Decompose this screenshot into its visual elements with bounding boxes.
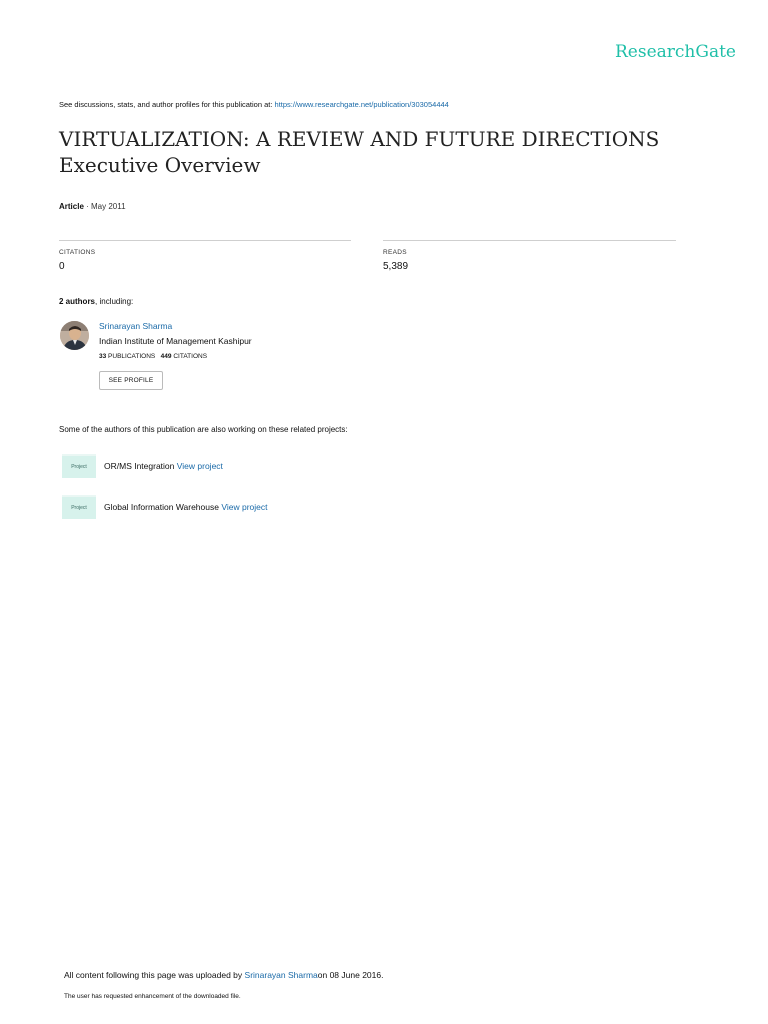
avatar[interactable] [60, 321, 89, 350]
discussion-notice-text: See discussions, stats, and author profiles for this publication at: [59, 100, 273, 109]
see-profile-button[interactable]: SEE PROFILE [99, 371, 163, 390]
related-projects-heading: Some of the authors of this publication are also working on these related projects: [59, 425, 348, 434]
author-citations-count: 449 [160, 353, 172, 360]
researchgate-logo[interactable]: ResearchGate [615, 42, 736, 62]
reads-label: READS [383, 249, 407, 256]
enhancement-note: The user has requested enhancement of the downloaded file. [64, 993, 241, 1000]
reads-value: 5,389 [383, 261, 409, 272]
author-stats [99, 353, 207, 360]
title-line-2: Executive Overview [59, 153, 261, 177]
citations-divider [59, 240, 351, 241]
view-project-link[interactable]: View project [176, 461, 223, 471]
citations-value: 0 [59, 261, 65, 272]
authors-heading [59, 297, 133, 306]
project-name: Global Information Warehouse [104, 502, 219, 512]
publication-date: May 2011 [91, 202, 126, 211]
authors-count: 2 authors [59, 297, 96, 306]
project-text [104, 502, 268, 512]
project-text [104, 461, 223, 471]
meta-separator: · [83, 202, 92, 211]
uploader-link[interactable]: Srinarayan Sharma [244, 970, 318, 980]
title-line-1: VIRTUALIZATION: A REVIEW AND FUTURE DIRECTIONS [59, 127, 660, 151]
project-item [62, 454, 223, 478]
project-icon: Project [62, 495, 96, 519]
author-publications-count: 33 [99, 353, 107, 360]
publication-url-link[interactable]: https://www.researchgate.net/publication/303054444 [274, 100, 449, 109]
publication-meta [59, 202, 126, 211]
author-citations-label: CITATIONS [173, 353, 208, 360]
upload-suffix: on 08 June 2016. [317, 970, 384, 980]
citations-label: CITATIONS [59, 249, 96, 256]
discussion-notice [59, 100, 449, 109]
upload-prefix: All content following this page was uploaded by [64, 970, 243, 980]
view-project-link[interactable]: View project [221, 502, 268, 512]
publication-type: Article [59, 202, 84, 211]
reads-divider [383, 240, 676, 241]
authors-including: , including: [95, 297, 134, 306]
project-item [62, 495, 268, 519]
author-institution: Indian Institute of Management Kashipur [99, 336, 252, 346]
publication-title [59, 126, 699, 178]
author-photo-icon [60, 321, 89, 350]
project-icon: Project [62, 454, 96, 478]
author-name-link[interactable]: Srinarayan Sharma [99, 321, 173, 331]
project-name: OR/MS Integration [104, 461, 175, 471]
upload-notice [64, 970, 383, 980]
author-publications-label: PUBLICATIONS [108, 353, 156, 360]
